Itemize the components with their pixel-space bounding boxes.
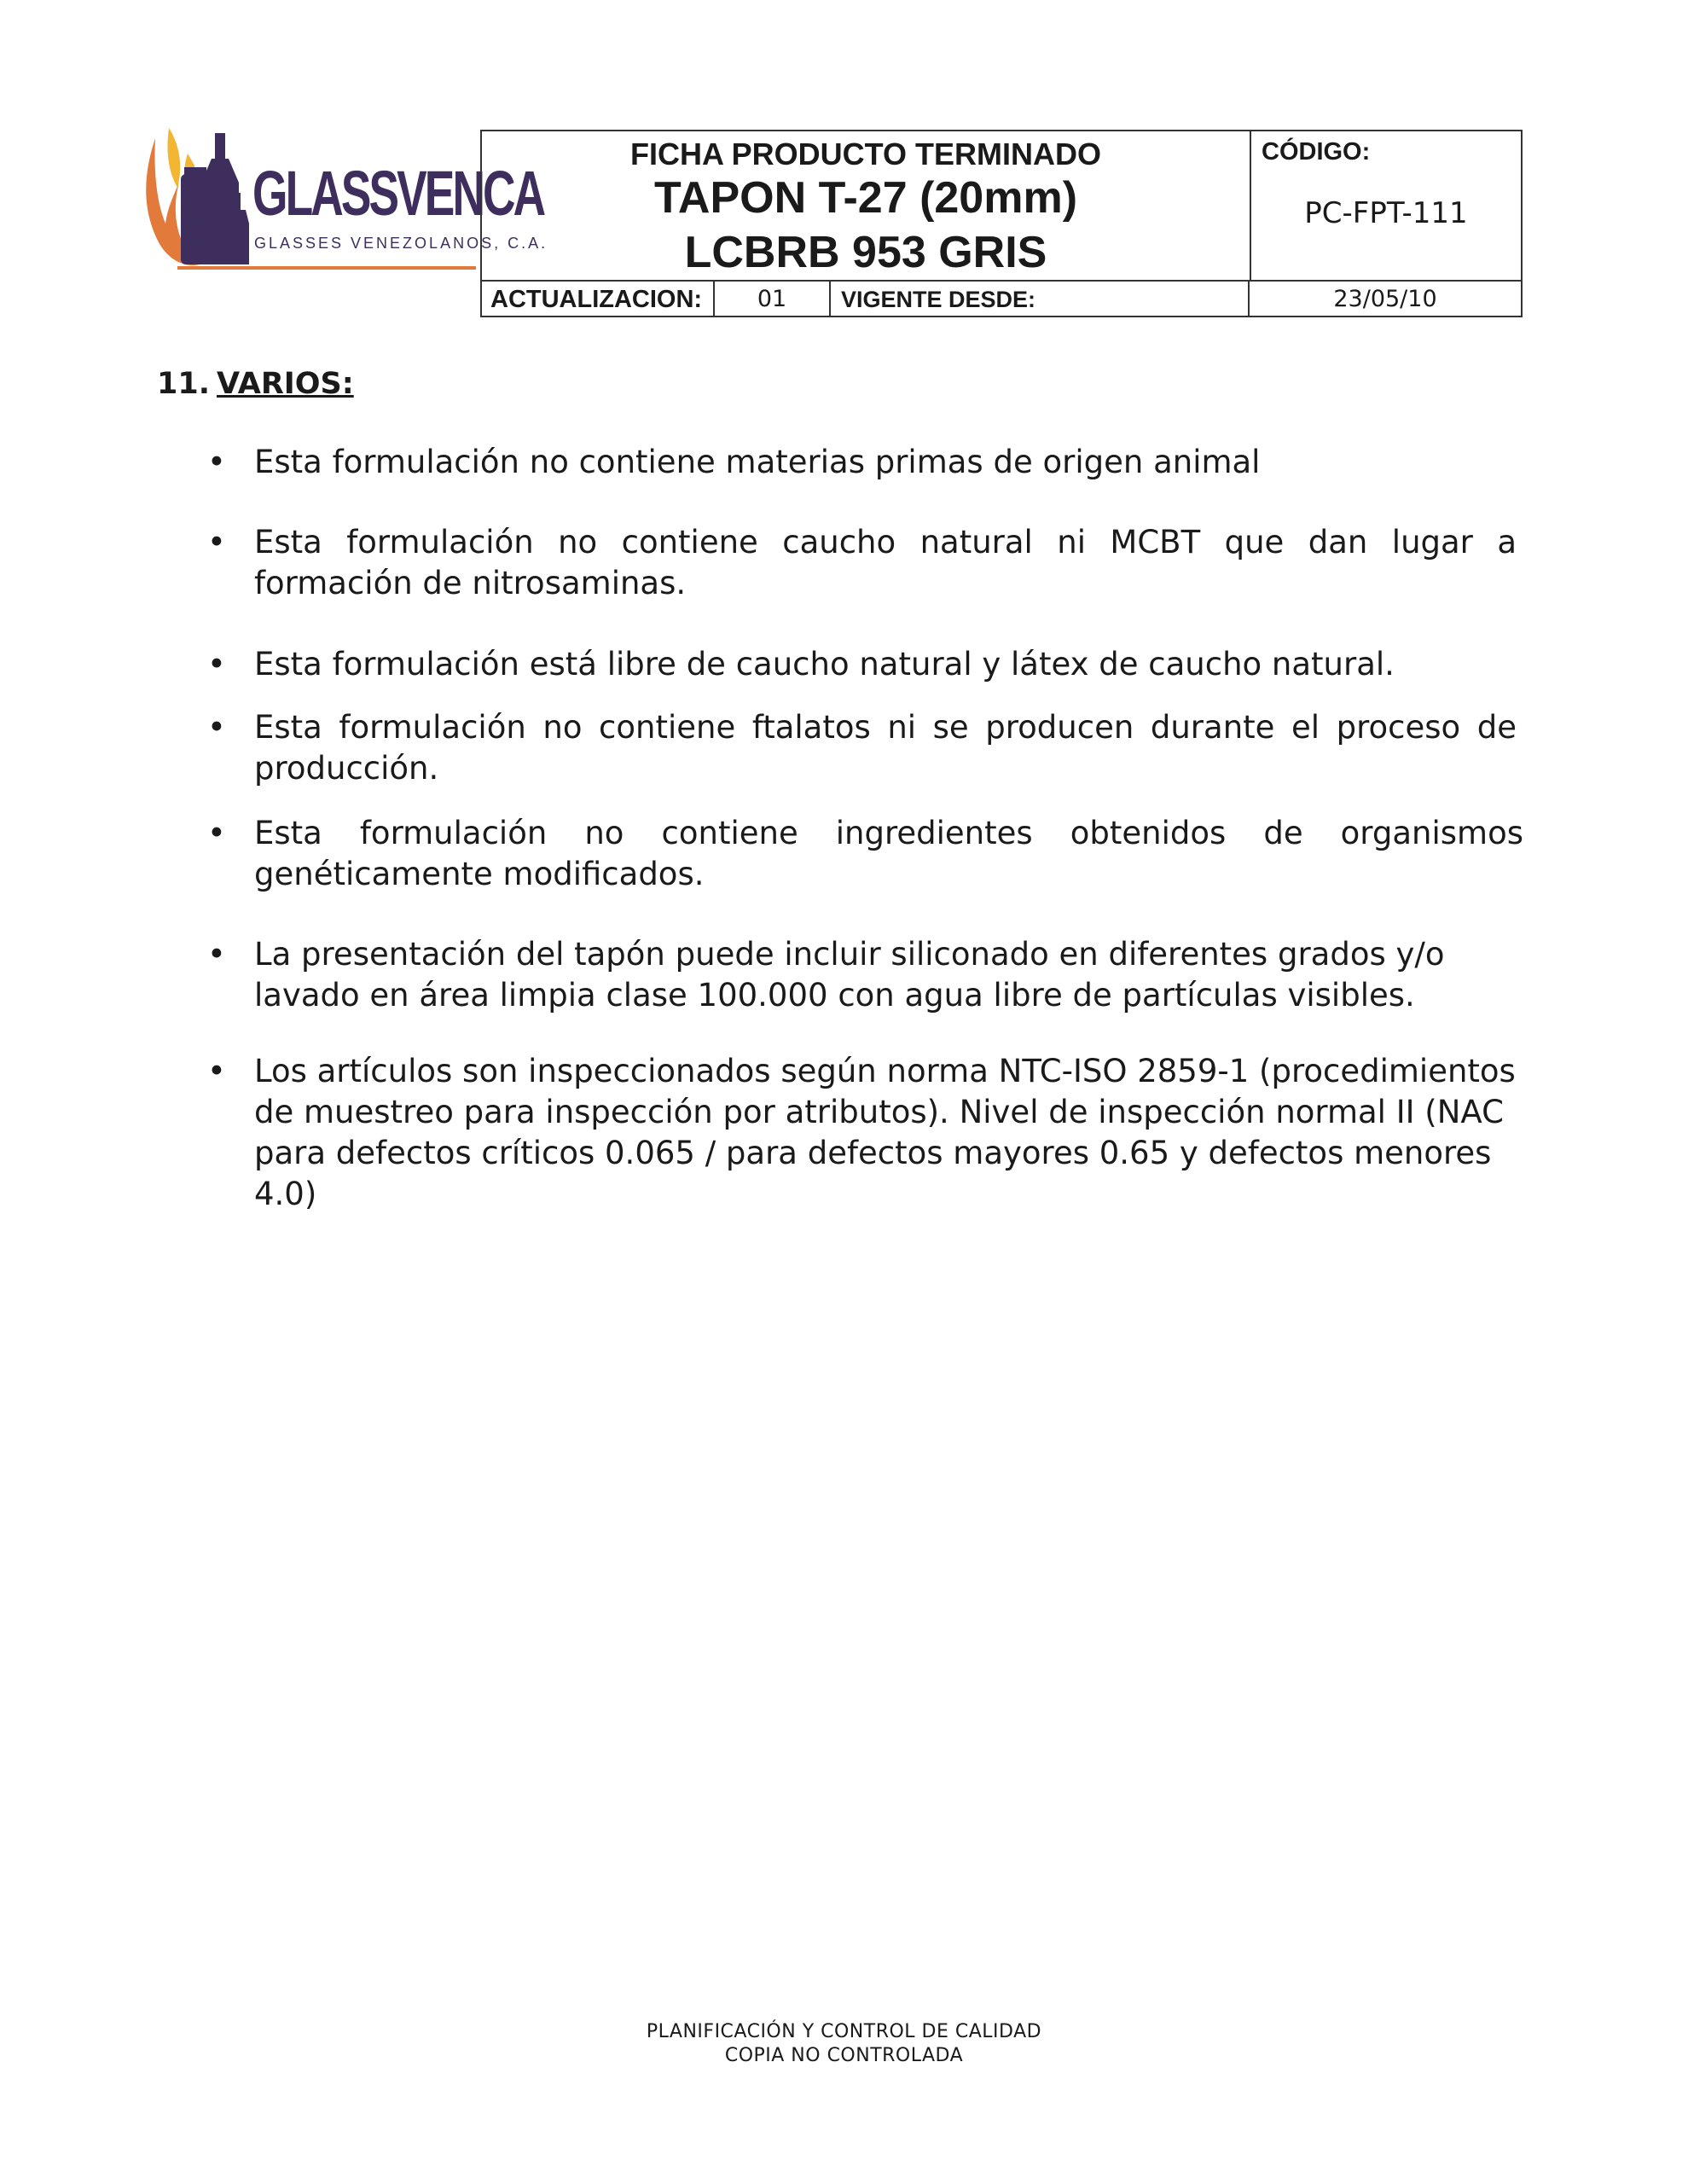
header-bottom-row bbox=[482, 280, 1521, 317]
company-logo bbox=[143, 128, 548, 282]
list-item-text: Esta formulación no contiene materias primas de origen animal bbox=[254, 444, 1261, 480]
bullet-icon: • bbox=[207, 646, 226, 682]
list-item-text: Esta formulación no contiene caucho natural ni MCBT que dan lugar a formación de nitrosaminas. bbox=[254, 524, 1517, 601]
header-title-cell bbox=[482, 131, 1251, 280]
document-header-table bbox=[480, 130, 1523, 317]
product-reference: LCBRB 953 GRIS bbox=[684, 228, 1047, 277]
section-heading bbox=[157, 367, 354, 401]
footer-copy-notice: COPIA NO CONTROLADA bbox=[724, 2045, 964, 2066]
bullet-icon: • bbox=[207, 709, 226, 746]
bullet-icon: • bbox=[207, 524, 226, 561]
bullet-icon: • bbox=[207, 936, 226, 973]
valid-since-label: VIGENTE DESDE: bbox=[831, 282, 1250, 317]
product-name: TAPON T-27 (20mm) bbox=[653, 173, 1078, 223]
document-type: FICHA PRODUCTO TERMINADO bbox=[630, 136, 1101, 171]
list-item-text: Los artículos son inspeccionados según norma NTC-ISO 2859-1 (procedimientos de muestreo para inspección por atributos). Nivel de inspección normal II (NAC para defectos críticos 0.065 / para defectos mayores 0.65 y defectos menores 4.0) bbox=[254, 1053, 1516, 1212]
bullet-icon: • bbox=[207, 444, 226, 480]
header-code-cell bbox=[1251, 131, 1521, 280]
code-label: CÓDIGO: bbox=[1262, 138, 1371, 166]
bullet-icon: • bbox=[207, 1053, 226, 1089]
list-item-text: Esta formulación no contiene ingredientes obtenidos de organismos genéticamente modificados. bbox=[254, 815, 1523, 892]
logo-underline bbox=[177, 266, 476, 270]
list-item-text: Esta formulación no contiene ftalatos ni se producen durante el proceso de producción. bbox=[254, 709, 1517, 787]
code-value: PC-FPT-111 bbox=[1304, 196, 1468, 230]
valid-since-value: 23/05/10 bbox=[1333, 286, 1437, 312]
update-label: ACTUALIZACION: bbox=[482, 282, 715, 317]
page-footer bbox=[0, 2020, 1688, 2068]
list-item-text: La presentación del tapón puede incluir siliconado en diferentes grados y/o lavado en área limpia clase 100.000 con agua libre de partículas visibles. bbox=[254, 936, 1445, 1014]
section-title: VARIOS: bbox=[217, 367, 354, 401]
list-item-text: Esta formulación está libre de caucho natural y látex de caucho natural. bbox=[254, 646, 1395, 682]
bullet-icon: • bbox=[207, 815, 226, 851]
logo-subtitle: GLASSES VENEZOLANOS, C.A. bbox=[254, 235, 548, 252]
footer-department: PLANIFICACIÓN Y CONTROL DE CALIDAD bbox=[646, 2021, 1042, 2042]
logo-wordmark: GLASSVENCA bbox=[252, 158, 544, 229]
section-number: 11. bbox=[157, 367, 211, 401]
update-value: 01 bbox=[715, 282, 831, 317]
